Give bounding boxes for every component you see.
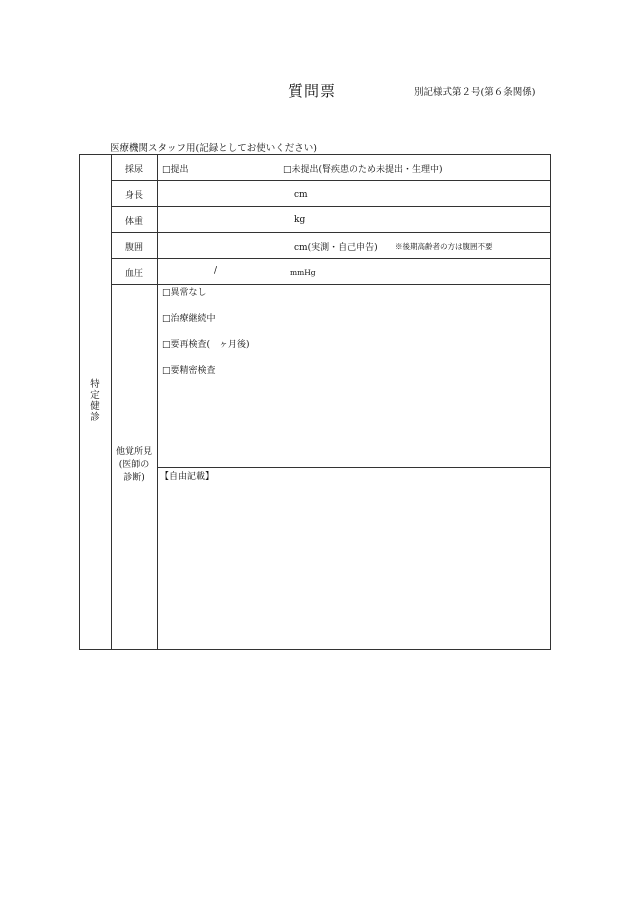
- findings-detailed-exam-checkbox[interactable]: □要精密検査: [162, 366, 216, 376]
- findings-normal-checkbox[interactable]: □異常なし: [162, 288, 207, 298]
- row-divider: [111, 232, 550, 233]
- exam-table: [79, 154, 551, 650]
- section-label-tokutei-kenshin: 特 定 健 診: [90, 379, 100, 423]
- page-title: 質問票: [288, 82, 337, 100]
- urine-label: 採尿: [124, 165, 143, 175]
- waist-note: ※後期高齢者の方は腹囲不要: [395, 242, 493, 251]
- free-entry-area[interactable]: [158, 485, 550, 649]
- weight-unit: kg: [294, 215, 306, 225]
- findings-label: 他覚所見 (医師の 診断): [115, 447, 152, 483]
- row-divider: [111, 258, 550, 259]
- waist-unit: cm(実測・自己申告): [294, 243, 378, 253]
- waist-label: 腹囲: [124, 243, 143, 253]
- row-divider: [111, 180, 550, 181]
- bp-separator: /: [214, 266, 218, 276]
- bp-unit: mmHg: [290, 268, 316, 277]
- bp-label: 血圧: [124, 269, 143, 279]
- height-label: 身長: [124, 191, 143, 201]
- urine-not-submitted-checkbox[interactable]: □未提出(腎疾患のため未提出・生理中): [283, 165, 443, 175]
- col-divider-1: [111, 155, 112, 649]
- height-unit: cm: [294, 190, 308, 200]
- weight-label: 体重: [124, 217, 143, 227]
- form-number: 別記様式第２号(第６条関係): [414, 87, 536, 98]
- findings-recheck-checkbox[interactable]: □要再検査( ヶ月後): [162, 340, 250, 350]
- free-entry-label: 【自由記載】: [160, 472, 215, 482]
- staff-note: 医療機関スタッフ用(記録としてお使いください): [110, 143, 317, 154]
- row-divider: [111, 206, 550, 207]
- urine-submitted-checkbox[interactable]: □提出: [162, 165, 189, 175]
- free-text-divider: [157, 467, 550, 468]
- findings-continue-treatment-checkbox[interactable]: □治療継続中: [162, 314, 216, 324]
